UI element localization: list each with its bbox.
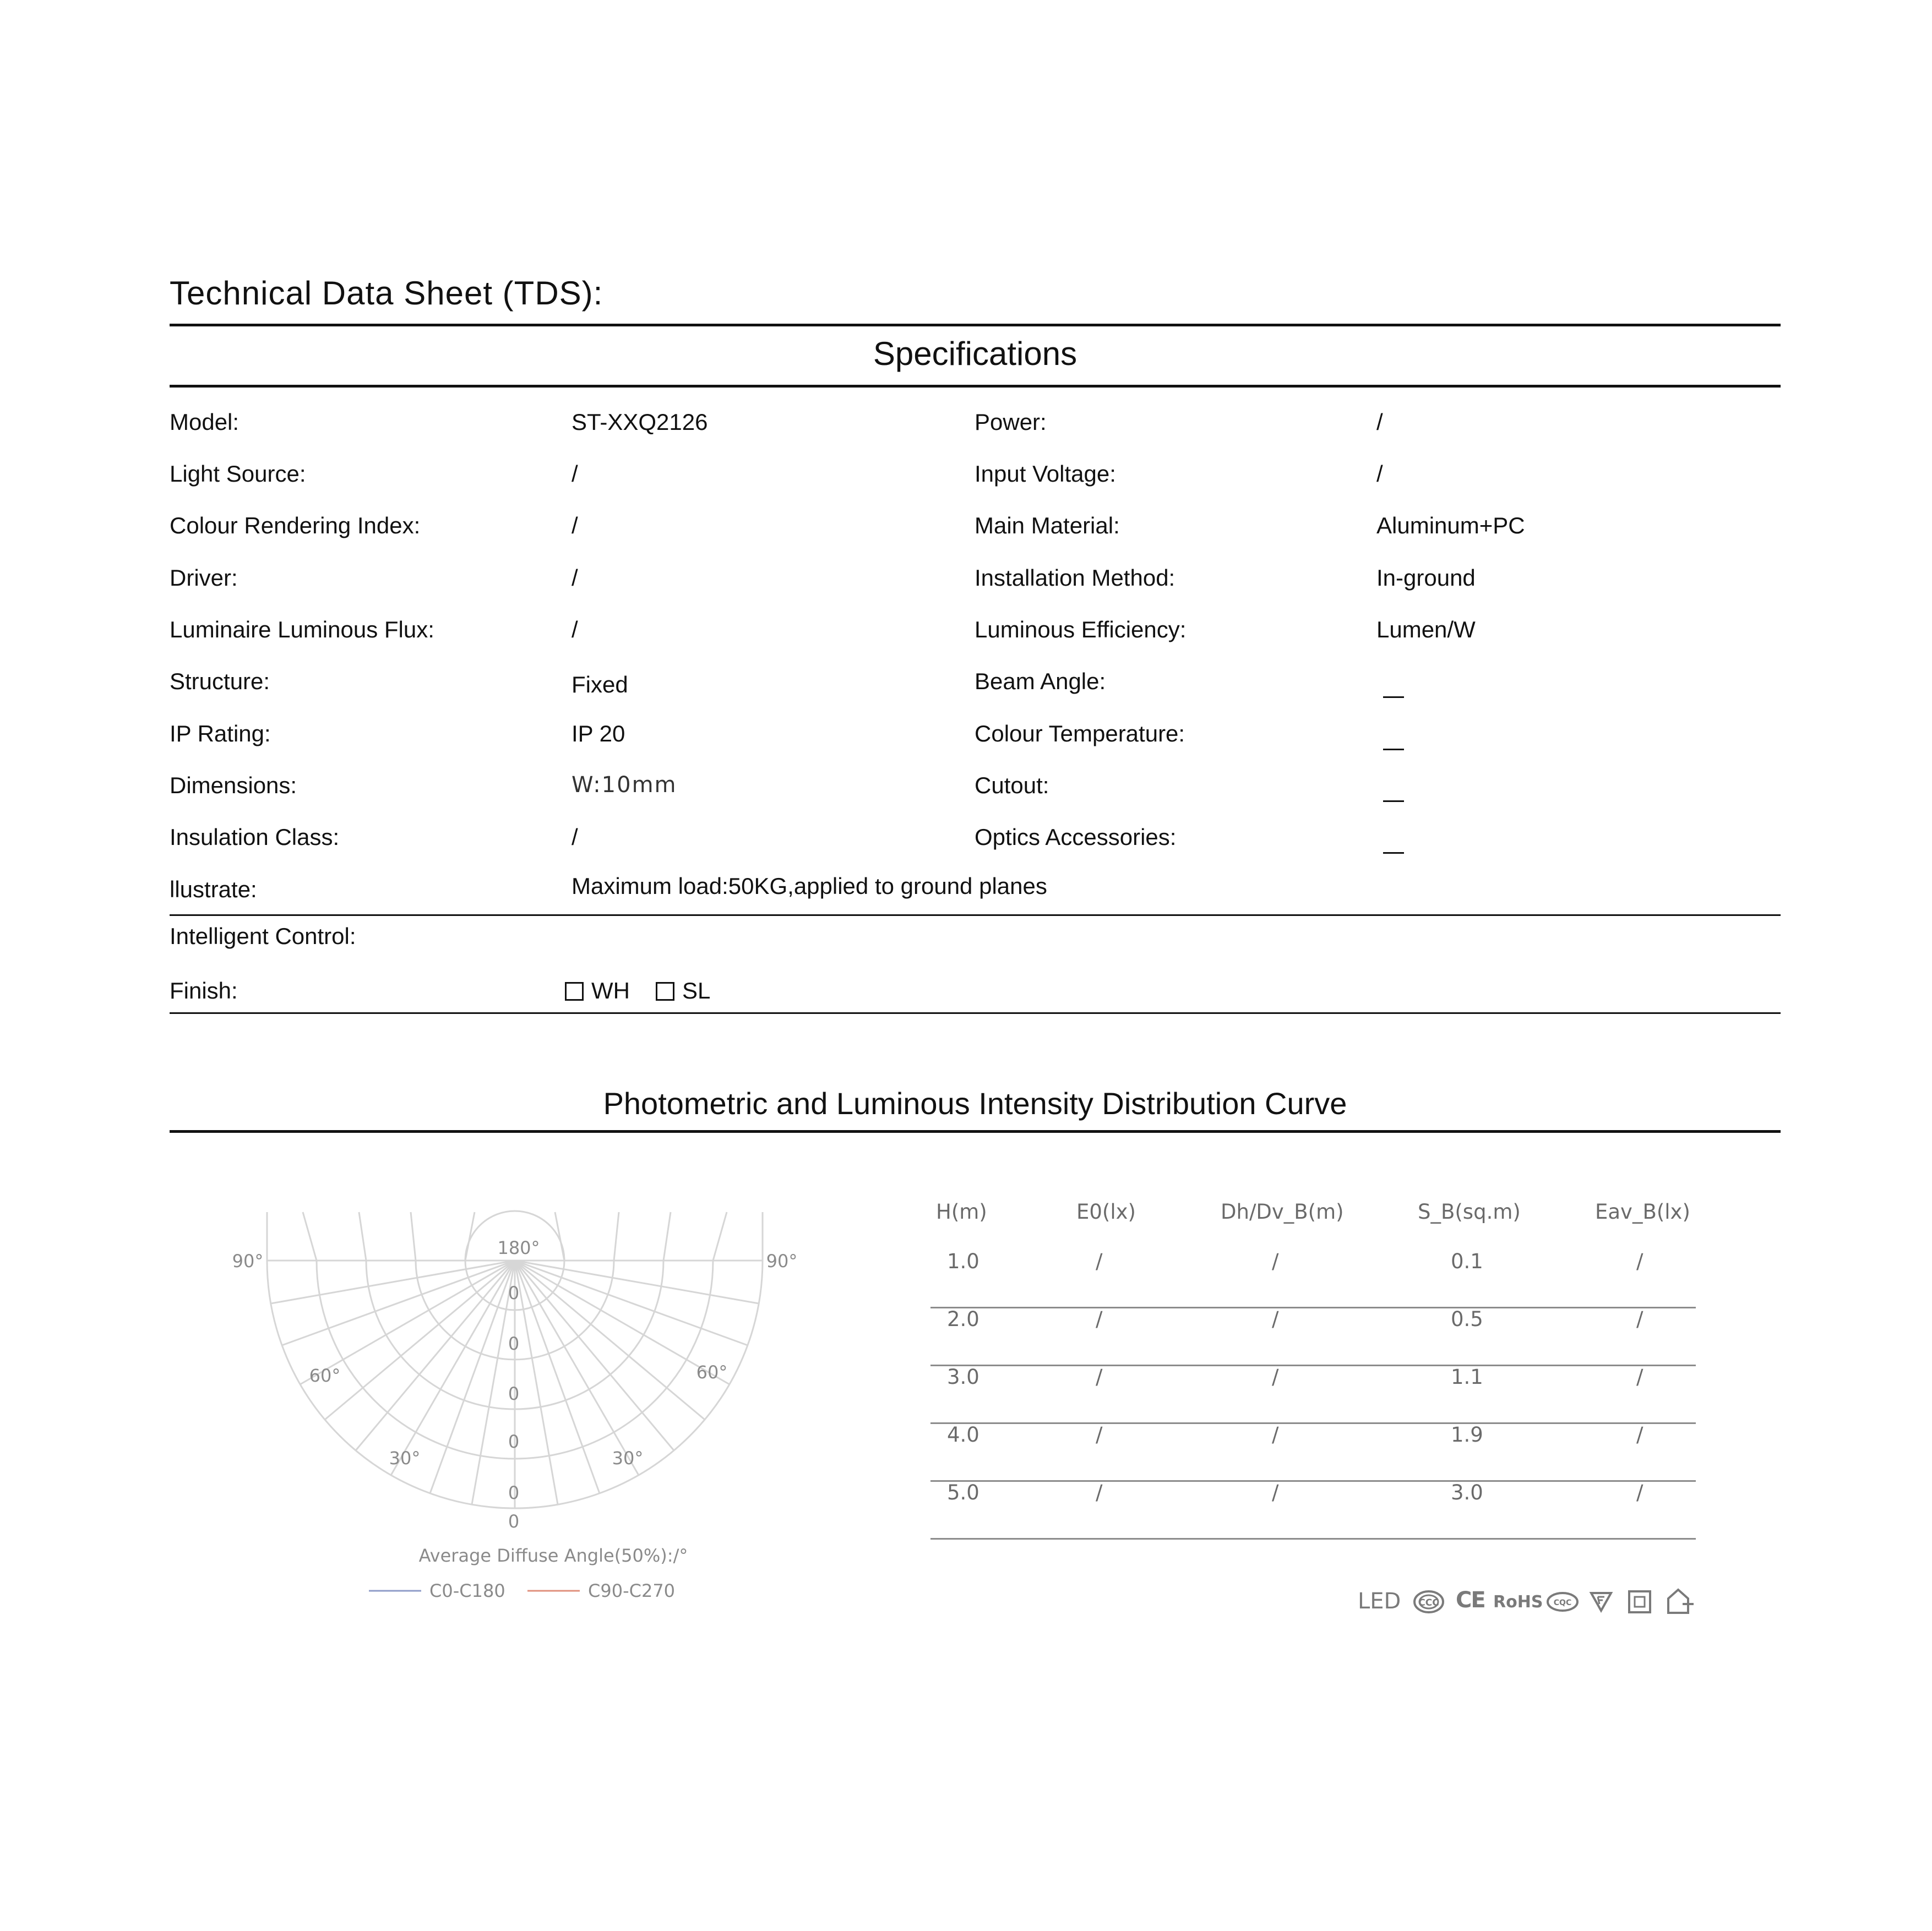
radial-value: 0	[508, 1333, 520, 1354]
diffuse-angle-caption: Average Diffuse Angle(50%):/°	[418, 1545, 688, 1566]
table-row	[930, 1365, 1696, 1424]
angle-label-30-right: 30°	[612, 1448, 644, 1469]
spec-label: Luminaire Luminous Flux:	[170, 617, 434, 642]
angle-label-180: 180°	[497, 1237, 540, 1258]
spec-value: /	[572, 617, 578, 642]
table-cell: 1.0	[947, 1250, 979, 1273]
angle-label-60-right: 60°	[696, 1362, 728, 1383]
led-mark: LED	[1358, 1589, 1401, 1614]
spec-label: Intelligent Control:	[170, 923, 356, 949]
table-cell: 5.0	[947, 1481, 979, 1504]
table-row	[930, 1423, 1696, 1482]
spec-value: IP 20	[572, 721, 625, 746]
spec-label: Driver:	[170, 565, 238, 591]
table-cell: /	[1096, 1423, 1103, 1447]
spec-label: Insulation Class:	[170, 824, 340, 850]
spec-label: IP Rating:	[170, 721, 271, 746]
checkbox-icon[interactable]	[656, 982, 674, 1001]
legend-label: C0-C180	[429, 1580, 505, 1601]
dash-value	[1376, 683, 1404, 709]
spec-label: Dimensions:	[170, 772, 297, 798]
spec-value: /	[572, 565, 578, 591]
spec-label: Model:	[170, 409, 240, 435]
grid-spoke	[614, 1212, 619, 1261]
specifications-rule	[170, 385, 1781, 388]
angle-label-60-left: 60°	[309, 1365, 341, 1386]
polar-intensity-diagram	[215, 1189, 798, 1618]
spec-label: Colour Temperature:	[975, 721, 1185, 746]
page-title: Technical Data Sheet (TDS):	[170, 275, 603, 312]
photometric-heading: Photometric and Luminous Intensity Distribution Curve	[603, 1086, 1347, 1121]
spec-row	[170, 668, 1781, 701]
radial-value: 0	[508, 1431, 520, 1452]
spec-row	[170, 617, 1781, 650]
table-cell: 1.9	[1451, 1423, 1483, 1447]
indoor-use-icon	[1666, 1588, 1695, 1615]
intelligent-control-row	[170, 923, 1781, 956]
table-cell: /	[1096, 1307, 1103, 1331]
spec-label: llustrate:	[170, 876, 257, 902]
table-cell: 3.0	[947, 1365, 979, 1389]
radial-value: 0	[508, 1383, 520, 1404]
table-row	[930, 1250, 1696, 1308]
spec-value: /	[572, 824, 578, 850]
spec-value: /	[572, 461, 578, 487]
option-label: SL	[682, 978, 711, 1003]
table-cell: /	[1272, 1423, 1279, 1447]
table-header: Eav_B(lx)	[1595, 1200, 1690, 1224]
title-rule	[170, 324, 1781, 326]
ccc-mark-text: CCC	[1418, 1597, 1439, 1608]
table-row	[930, 1307, 1696, 1366]
ccc-cert-icon	[1413, 1590, 1445, 1614]
table-row	[930, 1481, 1696, 1540]
rohs-mark: RoHS	[1493, 1592, 1543, 1612]
spec-value: In-ground	[1376, 565, 1476, 591]
spec-row	[170, 721, 1781, 754]
spec-value: /	[572, 512, 578, 538]
table-cell: /	[1636, 1423, 1643, 1447]
table-header: Dh/Dv_B(m)	[1221, 1200, 1344, 1224]
spec-value: ST-XXQ2126	[572, 409, 708, 435]
table-cell: 0.5	[1451, 1307, 1483, 1331]
table-header: H(m)	[936, 1200, 987, 1224]
radial-value: 0	[508, 1482, 520, 1503]
legend-label: C90-C270	[588, 1580, 676, 1601]
grid-spoke	[359, 1212, 366, 1261]
spec-label: Power:	[975, 409, 1047, 435]
spec-label: Beam Angle:	[975, 668, 1106, 694]
radial-value: 0	[508, 1283, 520, 1303]
angle-label-30-left: 30°	[389, 1448, 421, 1469]
table-cell: /	[1636, 1481, 1643, 1504]
spec-value: /	[1376, 409, 1383, 435]
table-cell: 0.1	[1451, 1250, 1483, 1273]
checkbox-icon[interactable]	[565, 982, 584, 1001]
finish-option-wh[interactable]	[565, 978, 630, 1004]
spec-value: /	[1376, 461, 1383, 487]
spec-row	[170, 461, 1781, 494]
illustrate-row	[170, 873, 1781, 909]
specifications-heading: Specifications	[873, 335, 1077, 372]
grid-spoke	[411, 1212, 416, 1261]
section-rule	[170, 914, 1781, 916]
table-cell: /	[1272, 1365, 1279, 1389]
spec-value: Lumen/W	[1376, 617, 1476, 642]
table-header: S_B(sq.m)	[1418, 1200, 1521, 1224]
spec-row	[170, 824, 1781, 857]
table-cell: /	[1636, 1307, 1643, 1331]
grid-spoke	[303, 1212, 317, 1261]
angle-label-90-left: 90°	[232, 1251, 264, 1272]
table-cell: /	[1636, 1365, 1643, 1389]
finish-row	[170, 978, 1781, 1011]
spec-row	[170, 409, 1781, 442]
spec-label: Optics Accessories:	[975, 824, 1177, 850]
cqc-mark-text: CQC	[1553, 1599, 1572, 1607]
spec-label: Colour Rendering Index:	[170, 512, 421, 538]
table-cell: /	[1636, 1250, 1643, 1273]
spec-value: Maximum load:50KG,applied to ground planes	[572, 873, 1047, 899]
spec-row	[170, 772, 1781, 805]
spec-row	[170, 565, 1781, 598]
grid-spoke	[465, 1212, 475, 1261]
section-rule	[170, 1012, 1781, 1014]
dash-value	[1376, 735, 1404, 761]
finish-option-sl[interactable]	[656, 978, 710, 1004]
photometric-rule	[170, 1130, 1781, 1133]
spec-label: Cutout:	[975, 772, 1049, 798]
angle-label-90-right: 90°	[766, 1251, 798, 1272]
spec-label: Light Source:	[170, 461, 306, 487]
spec-label: Installation Method:	[975, 565, 1175, 591]
grid-spoke	[713, 1212, 727, 1261]
spec-value: Fixed	[572, 672, 628, 697]
dash-value	[1376, 838, 1404, 865]
spec-label: Input Voltage:	[975, 461, 1116, 487]
table-cell: 1.1	[1451, 1365, 1483, 1389]
table-cell: /	[1272, 1307, 1279, 1331]
option-label: WH	[591, 978, 630, 1003]
table-cell: 4.0	[947, 1423, 979, 1447]
table-cell: 3.0	[1451, 1481, 1483, 1504]
double-insulation-icon	[1628, 1590, 1652, 1614]
table-cell: /	[1272, 1250, 1279, 1273]
table-cell: 2.0	[947, 1307, 979, 1331]
radial-value: 0	[508, 1511, 520, 1532]
table-cell: /	[1272, 1481, 1279, 1504]
grid-spoke	[663, 1212, 671, 1261]
spec-value: Aluminum+PC	[1376, 512, 1525, 538]
grid-spoke	[555, 1212, 564, 1261]
f-mark-icon	[1589, 1591, 1613, 1613]
spec-label: Structure:	[170, 668, 270, 694]
dash-value	[1376, 787, 1404, 813]
spec-row	[170, 512, 1781, 546]
table-cell: /	[1096, 1250, 1103, 1273]
spec-label: Main Material:	[975, 512, 1120, 538]
table-header: E0(lx)	[1076, 1200, 1136, 1224]
ce-mark: CE	[1456, 1588, 1485, 1613]
spec-value: W:10mm	[572, 772, 677, 798]
table-cell: /	[1096, 1365, 1103, 1389]
spec-label: Luminous Efficiency:	[975, 617, 1187, 642]
table-cell: /	[1096, 1481, 1103, 1504]
spec-label: Finish:	[170, 978, 238, 1003]
cqc-cert-icon	[1546, 1591, 1579, 1613]
